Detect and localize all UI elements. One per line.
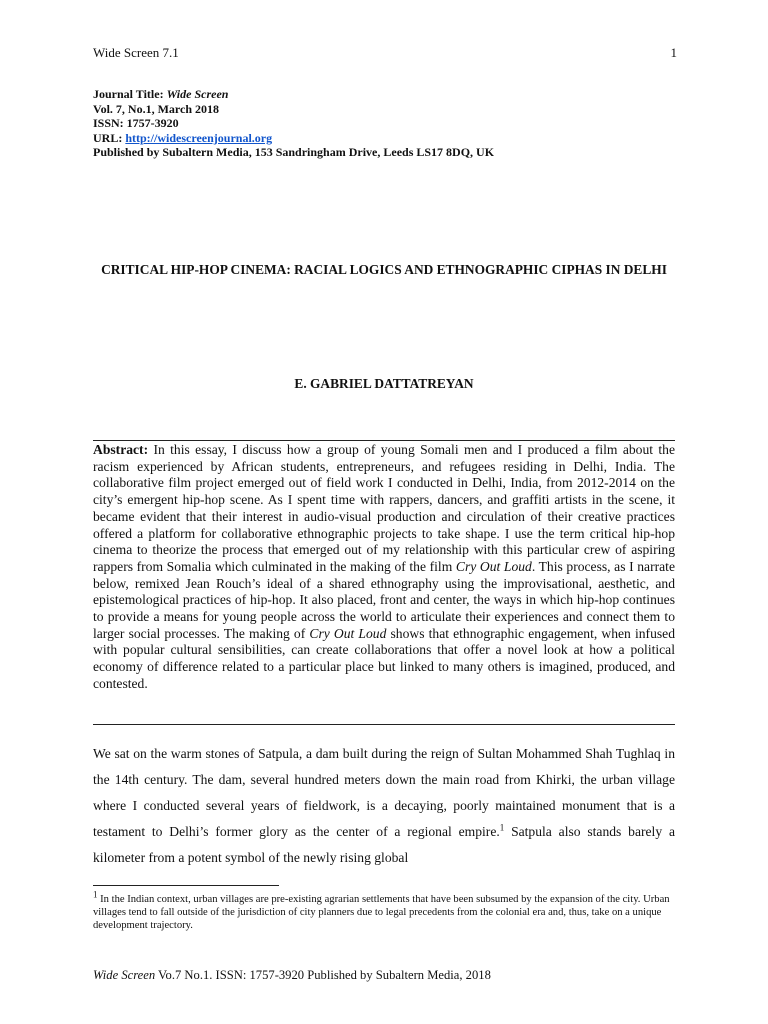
page-footer: [93, 968, 491, 983]
page-number: 1: [670, 45, 677, 60]
footnote-marker: 1: [93, 889, 98, 900]
abstract-text-3: shows that ethnographic engagement, when infused with popular cultural sensibilities, can create collaborations that offer a novel look at how a political economy of difference related to a particular place but linked to many others is imagined, produced, and contested.: [93, 625, 675, 691]
film-title-2: Cry Out Loud: [309, 625, 387, 641]
abstract-label: Abstract:: [93, 442, 149, 457]
volume-line: Vol. 7, No.1, March 2018: [93, 101, 219, 116]
issn-line: ISSN: 1757-3920: [93, 116, 179, 130]
body-text-2: Satpula also stands barely a kilometer from a potent symbol of the newly rising global: [93, 824, 675, 866]
footer-text: Vo.7 No.1. ISSN: 1757-3920 Published by Subaltern Media, 2018: [155, 968, 491, 982]
footnote-separator: [93, 885, 279, 886]
publisher-line: Published by Subaltern Media, 153 Sandringham Drive, Leeds LS17 8DQ, UK: [93, 145, 495, 159]
footnote-text: In the Indian context, urban villages are pre-existing agrarian settlements that have been subsumed by the expansion of the city. Urban villages tend to fall outside of the jurisdiction of city planners due to legal precedents from the colonial era and, thus, take on a unique development trajectory.: [93, 894, 670, 931]
abstract-top-rule: [93, 440, 675, 441]
running-header-title: Wide Screen 7.1: [93, 45, 179, 60]
abstract: [93, 442, 675, 693]
footnote: [93, 889, 675, 932]
abstract-bottom-rule: [93, 724, 675, 725]
journal-title-line: [93, 87, 494, 102]
body-paragraph: [93, 741, 675, 871]
journal-title-label: Journal Title:: [93, 87, 164, 101]
abstract-text-1: In this essay, I discuss how a group of young Somali men and I produced a film about the racism experienced by African students, entrepreneurs, and refugees residing in Delhi, India. The collaborative film project emerged out of field work I conducted in Delhi, India, from 2012-2014 on the city’s emergent hip-hop scene. As I spent time with rappers, dancers, and graffiti artists in the scene, it became evident that their interest in audio-visual production and circulation of their creative practices offered a platform for collaborative ethnographic projects to take shape. I use the term critical hip-hop cinema to theorize the process that emerged out of my relationship with this particular crew of aspiring rappers from Somalia which culminated in the making of the film: [93, 442, 675, 574]
journal-metadata: [93, 87, 494, 160]
journal-url-link[interactable]: http://widescreenjournal.org: [125, 130, 273, 145]
body-text-1: We sat on the warm stones of Satpula, a dam built during the reign of Sultan Mohammed Shah Tughlaq in the 14th century. The dam, several hundred meters down the main road from Khirki, the urban village where I conducted several years of fieldwork, is a decaying, poorly maintained monument that is a testament to Delhi’s former glory as the center of a regional empire.: [93, 746, 675, 840]
journal-name: Wide Screen: [166, 87, 229, 101]
article-author: E. GABRIEL DATTATREYAN: [294, 376, 474, 391]
footnote-reference[interactable]: 1: [499, 822, 505, 833]
url-label: URL:: [93, 130, 123, 145]
footer-journal-name: Wide Screen: [93, 968, 156, 982]
url-line: [93, 131, 494, 146]
film-title-1: Cry Out Loud: [455, 558, 532, 574]
article-title: CRITICAL HIP-HOP CINEMA: RACIAL LOGICS AND ETHNOGRAPHIC CIPHAS IN DELHI: [101, 262, 667, 277]
abstract-text-2: . This process, as I narrate below, remixed Jean Rouch’s ideal of a shared ethnography using the improvisational, aesthetic, and epistemological practices of hip-hop. It also placed, front and center, the ways in which hip-hop continues to provide a means for young people across the world to articulate their experiences and connect them to larger social processes. The making of: [93, 558, 675, 641]
